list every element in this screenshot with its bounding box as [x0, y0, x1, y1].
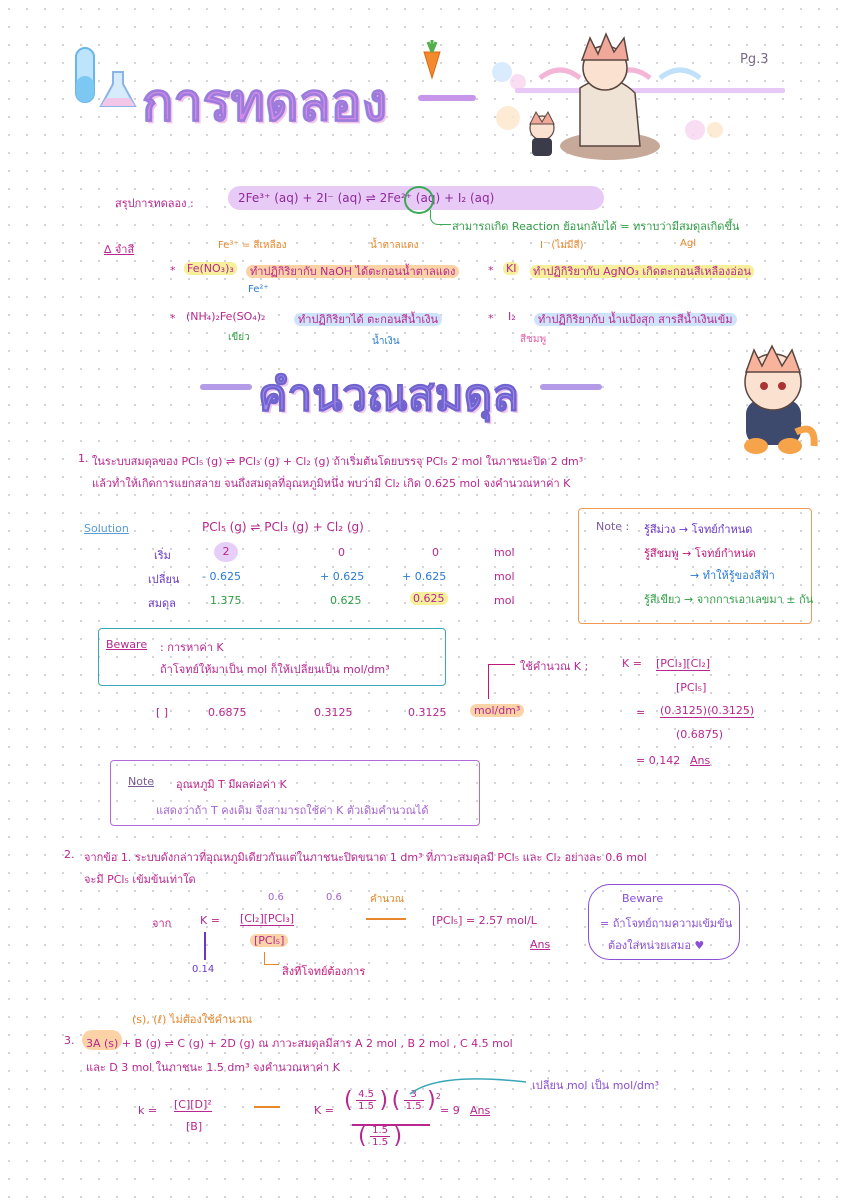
- note-box-1-label: Note :: [596, 520, 630, 533]
- conc-row-b: 0.3125: [314, 706, 353, 719]
- blue-note: น้ำเงิน: [372, 336, 400, 347]
- row-start-a-value: 2: [222, 545, 230, 558]
- row-eq-b: 0.625: [330, 594, 362, 607]
- summary-note: สามารถเกิด Reaction ย้อนกลับได้ = ทราบว่ามีสมดุลเกิดขึ้น: [452, 220, 740, 233]
- row-change-label: เปลี่ยน: [148, 573, 180, 586]
- row-eq-a: 1.375: [210, 594, 242, 607]
- problem2-number: 2.: [64, 848, 75, 861]
- agi-note: AgI: [680, 238, 697, 249]
- problem2-ans: Ans: [530, 938, 551, 951]
- problem2-down-arrow: [204, 932, 206, 960]
- problem3-note: (s), (ℓ) ไม่ต้องใช้คำนวณ: [132, 1013, 253, 1026]
- brown-red-note: น้ำตาลแดง: [370, 240, 419, 251]
- problem2-result: [PCl₅] = 2.57 mol/L: [432, 914, 537, 927]
- problem2-den: [250, 934, 288, 947]
- f1-den: 1.5: [358, 1101, 374, 1112]
- character-illustration-top: [520, 28, 670, 167]
- fe2-text-body: ทำปฏิกิริยาได้ ตะกอนสีน้ำเงิน: [294, 313, 442, 326]
- problem3-den: [B]: [186, 1120, 203, 1133]
- problem3-ans: Ans: [470, 1104, 491, 1117]
- k-sub-num: (0.3125)(0.3125): [660, 704, 755, 717]
- bullet-4: *: [488, 312, 494, 325]
- row-change-a: - 0.625: [202, 570, 241, 583]
- problem2-want: สิ่งที่โจทย์ต้องการ: [282, 965, 366, 978]
- fe3-text: [246, 262, 459, 280]
- problem3-num: [C][D]²: [174, 1098, 212, 1111]
- problem2-line1: จากข้อ 1. ระบบดังกล่าวที่อุณหภูมิเดียวกันแต่ในภาชนะปิดขนาด 1 dm³ ที่ภาวะสมดุลมี PCl₅ และ Cl₂ อย่างละ 0.6 mol: [84, 851, 647, 864]
- problem3-convert-note: เปลี่ยน mol เป็น mol/dm³: [532, 1079, 660, 1092]
- problem3-fraction-1: ( $\frac{4.5}{1.5}$ ) ( $\frac{3}{1.5}$ )$^2$: [344, 1088, 441, 1113]
- conc-row-unit-value: mol/dm³: [470, 704, 524, 717]
- i2-text: [534, 310, 737, 328]
- section-title: คำนวณสมดุล: [258, 370, 520, 421]
- problem2-num: [Cl₂][PCl₃]: [240, 912, 295, 925]
- k-eq-2: =: [636, 706, 646, 719]
- i2-text-body: ทำปฏิกิริยากับ น้ำแป้งสุก สารสีน้ำเงินเข้ม: [534, 313, 737, 326]
- row-start-label: เริ่ม: [154, 549, 171, 562]
- problem3-k2-label: K =: [314, 1104, 334, 1117]
- beware-box-2-line2: ต้องใส่หน่วยเสมอ ♥: [608, 939, 705, 952]
- note-box-1-line3: → ทำให้รู้ของสีฟ้า: [690, 569, 775, 582]
- i2-compound: I₂: [508, 310, 516, 323]
- solution-equation: PCl₅ (g) ⇌ PCl₃ (g) + Cl₂ (g): [202, 520, 364, 534]
- conc-row-label: [ ]: [156, 706, 169, 719]
- beware-box-2-label: Beware: [622, 892, 664, 905]
- ki-text: [530, 262, 754, 280]
- row-start-b: 0: [338, 546, 345, 559]
- section-title-line-left: [200, 384, 252, 390]
- problem2-arrow: [366, 918, 406, 920]
- k-sub-den: (0.6875): [676, 728, 724, 741]
- fe3-compound-text: Fe(NO₃)₃: [184, 262, 237, 275]
- problem2-calc: คำนวณ: [370, 894, 405, 905]
- beware-box-1-label: Beware: [106, 638, 148, 651]
- problem2-line2: จะมี PCl₅ เข้มข้นเท่าใด: [84, 873, 196, 886]
- note-box-2-label: Note: [128, 775, 155, 788]
- k-expr-num: [PCl₃][Cl₂]: [656, 657, 711, 670]
- bullet-2: *: [488, 264, 494, 277]
- row-change-c: + 0.625: [402, 570, 447, 583]
- conc-row-a: 0.6875: [208, 706, 247, 719]
- pink-note: สีชมพู: [520, 334, 547, 345]
- row-eq-c-value: 0.625: [410, 592, 448, 605]
- fe3-compound: [184, 262, 237, 275]
- row-change-unit: mol: [494, 570, 515, 583]
- summary-note-hook: [430, 210, 451, 225]
- problem2-k-label: K =: [200, 914, 220, 927]
- beware-box-2-line1: = ถ้าโจทย์ถามความเข้มข้น: [600, 917, 733, 930]
- use-arrow: [488, 664, 515, 699]
- k-expr-den: [PCl₅]: [676, 681, 707, 694]
- beware-box-1-line2: ถ้าโจทย์ให้มาเป็น mol ก็ให้เปลี่ยนเป็น mol/dm³: [160, 663, 390, 676]
- f2-num: 3: [404, 1089, 424, 1101]
- problem3-line1: 3A (s) + B (g) ⇌ C (g) + 2D (g) ณ ภาวะสมดุลมีสาร A 2 mol , B 2 mol , C 4.5 mol: [86, 1037, 513, 1050]
- problem2-v1: 0.6: [268, 892, 284, 903]
- f3-num: 1.5: [372, 1125, 388, 1136]
- fe2-compound: (NH₄)₂Fe(SO₄)₂: [186, 310, 266, 323]
- ki-text-body: ทำปฏิกิริยากับ AgNO₃ เกิดตะกอนสีเหลืองอ่อน: [530, 265, 754, 278]
- colors-section-label: ∆ จำสี: [104, 243, 135, 256]
- bullet-3: *: [170, 312, 176, 325]
- k-label-1: K =: [622, 657, 642, 670]
- problem1-line1: ในระบบสมดุลของ PCl₅ (g) ⇌ PCl₃ (g) + Cl₂ (g) ถ้าเริ่มต้นโดยบรรจุ PCl₅ 2 mol ในภาชนะปิด 2 dm³: [92, 455, 584, 468]
- page-number: Pg.3: [740, 52, 769, 67]
- bullet-1: *: [170, 264, 176, 277]
- conc-row-c: 0.3125: [408, 706, 447, 719]
- fe3-text-body: ทำปฏิกิริยากับ NaOH ได้ตะกอนน้ำตาลแดง: [246, 265, 459, 278]
- problem1-line2: แล้วทำให้เกิดการแยกสลาย จนถึงสมดุลที่อุณหภูมิหนึ่ง พบว่ามี Cl₂ เกิด 0.625 mol จงคำนวณหาค่า K: [92, 477, 571, 490]
- ki-compound: [503, 262, 519, 275]
- row-eq-c: [410, 592, 448, 605]
- character-illustration-tiger: [726, 342, 821, 461]
- note-box-1-line4: รู้สีเขียว → จากการเอาเลขมา ± กัน: [644, 593, 814, 606]
- row-start-a: [214, 542, 238, 562]
- problem3-number: 3.: [64, 1034, 75, 1047]
- section-title-line-right: [540, 384, 602, 390]
- summary-label: สรุปการทดลอง :: [115, 197, 194, 210]
- problem1-number: 1.: [78, 452, 89, 465]
- beware-box-1-line1: : การหาค่า K: [160, 641, 224, 654]
- row-eq-unit: mol: [494, 594, 515, 607]
- title-underline: [418, 95, 476, 101]
- problem3-line2: และ D 3 mol ในภาชนะ 1.5 dm³ จงคำนวณหาค่า K: [86, 1061, 340, 1074]
- problem2-den-value: [PCl₅]: [250, 934, 288, 947]
- problem2-from: จาก: [152, 917, 172, 930]
- conc-row-unit: [470, 704, 524, 717]
- f3-den: 1.5: [372, 1137, 388, 1148]
- note-box-1-line2: รู้สีชมพู → โจทย์กำหนด: [644, 547, 756, 560]
- note-box-2-line2: แสดงว่าถ้า T คงเดิม จึงสามารถใช้ค่า K ตัวเดิมคำนวณได้: [156, 804, 429, 817]
- row-change-b: + 0.625: [320, 570, 365, 583]
- carrot-icon: [418, 40, 446, 84]
- row-start-c: 0: [432, 546, 439, 559]
- k-result: = 0.142: [636, 754, 681, 767]
- problem2-v2: 0.6: [326, 892, 342, 903]
- problem3-result: = 9: [440, 1104, 460, 1117]
- ki-compound-text: KI: [503, 262, 519, 275]
- green-note: เขียว: [228, 332, 250, 343]
- problem2-k-val: 0.14: [192, 964, 215, 975]
- fe3-color-note: Fe³⁺ = สีเหลือง: [218, 240, 287, 251]
- summary-equation-text: 2Fe³⁺ (aq) + 2I⁻ (aq) ⇌ 2Fe²⁺ (aq) + I₂ (aq): [238, 191, 495, 205]
- fe2-note: Fe²⁺: [248, 284, 269, 295]
- test-tube-icon: [72, 46, 98, 112]
- fe2-text: [294, 310, 442, 328]
- use-note: ใช้คำนวณ K ;: [520, 660, 589, 673]
- note-box-1-line1: รู้สีม่วง → โจทย์กำหนด: [644, 523, 753, 536]
- problem2-want-hook: [264, 952, 279, 965]
- f2-den: 1.5: [405, 1101, 422, 1112]
- solution-label: Solution: [84, 522, 129, 535]
- problem3-arrow: [254, 1106, 280, 1108]
- problem3-convert-curve: [408, 1072, 528, 1100]
- iodide-note: I⁻ (ไม่มีสี): [540, 240, 584, 251]
- f1-num: 4.5: [358, 1089, 374, 1100]
- note-box-2-line1: อุณหภูมิ T มีผลต่อค่า K: [176, 778, 287, 791]
- page-title: การทดลอง: [142, 73, 388, 133]
- k-ans: Ans: [690, 754, 711, 767]
- problem3-k-label: k =: [138, 1104, 158, 1117]
- row-start-unit: mol: [494, 546, 515, 559]
- flask-icon: [98, 70, 138, 114]
- row-eq-label: สมดุล: [148, 597, 176, 610]
- problem3-fraction-3: ( $\frac{1.5}{1.5}$ ): [358, 1124, 403, 1149]
